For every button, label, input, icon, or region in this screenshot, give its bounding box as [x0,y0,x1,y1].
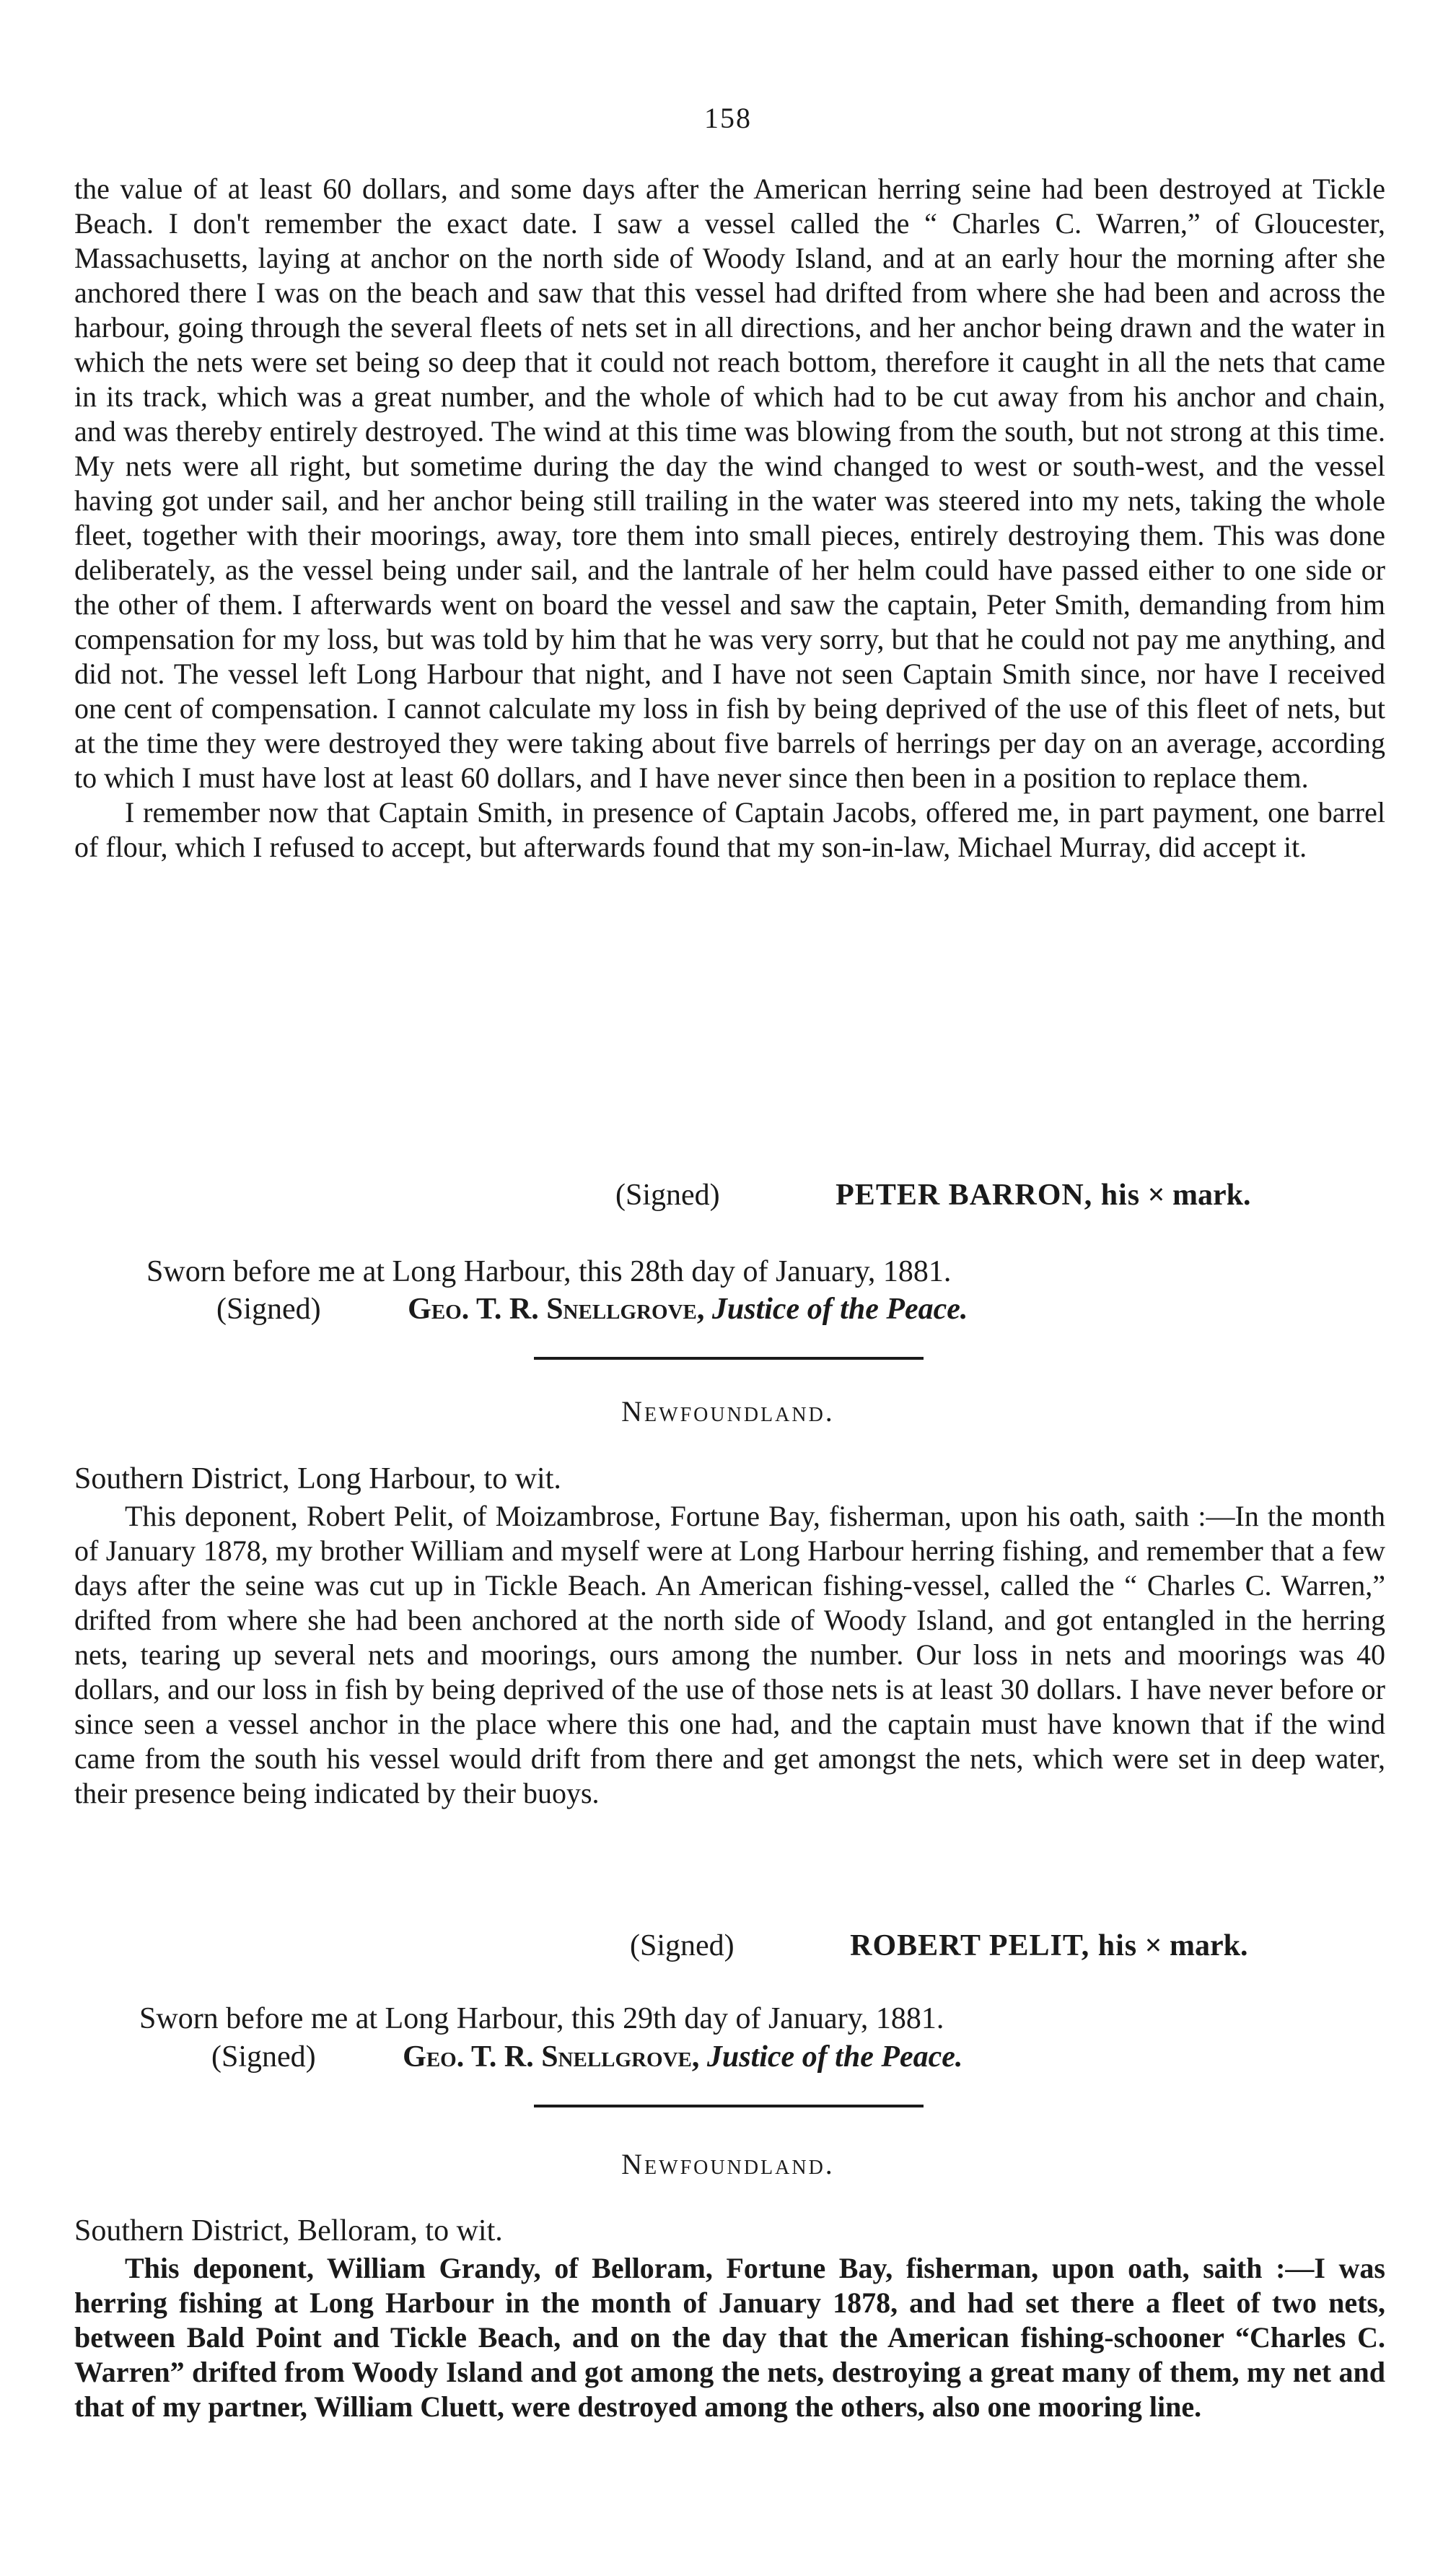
justice-name: Geo. T. R. Snellgrove, [403,2040,700,2074]
justice-title: Justice of the Peace. [706,2040,963,2074]
section-divider-2 [534,2105,924,2107]
signature-line-2 [630,1928,1248,1963]
justice-signature-1 [216,1292,968,1327]
signed-label: (Signed) [630,1929,734,1962]
section-heading-2: Newfoundland. [621,1395,835,1428]
section-divider-1 [534,1357,924,1360]
signatory-name: PETER BARRON, his [836,1179,1141,1212]
deposition-2-body [74,1499,1385,1811]
deposition-3-paragraph: This deponent, William Grandy, of Belloram, Fortune Bay, fisherman, upon oath, saith :—I was herring fishing at Long Harbour in the month of January 1878, and had set there a fleet of two nets, between Bald Point and Tickle Beach, and on the day that the American fishing-schooner “Charles C. Warren” drifted from Woody Island and got among the nets, destroying a great many of them, my net and that of my partner, William Cluett, were destroyed among the others, also one mooring line. [74,2252,1385,2423]
signature-line-1 [615,1178,1250,1213]
deposition-1-body [74,172,1385,865]
deposition-2-paragraph: This deponent, Robert Pelit, of Moizambrose, Fortune Bay, fisherman, upon his oath, saith :—In the month of January 1878, my brother William and myself were at Long Harbour herring fishing, and remember that a few days after the seine was cut up in Tickle Beach. An American fishing-vessel, called the “ Charles C. Warren,” drifted from where she had been anchored at the north side of Woody Island, and got entangled in the herring nets, tearing up several nets and moorings, ours among the number. Our loss in nets and moorings was 40 dollars, and our loss in fish by being deprived of the use of those nets is at least 30 dollars. I have never before or since seen a vessel anchor in the place where this one had, and the captain must have known that if the wind came from the south his vessel would drift from there and get amongst the nets, which were set in deep water, their presence being indicated by their buoys. [74,1500,1385,1809]
justice-title: Justice of the Peace. [711,1293,968,1326]
justice-signature-2 [211,2040,962,2074]
signatory-mark: × mark. [1144,1929,1248,1962]
signatory-mark: × mark. [1147,1179,1251,1212]
district-heading-3: Southern District, Belloram, to wit. [74,2214,503,2247]
district-heading-2: Southern District, Long Harbour, to wit. [74,1462,561,1495]
section-heading-3: Newfoundland. [621,2148,835,2180]
signed-label: (Signed) [615,1179,720,1212]
deposition-1-paragraph-2: I remember now that Captain Smith, in presence of Captain Jacobs, offered me, in part payment, one barrel of flour, which I refused to accept, but afterwards found that my son-in-law, Michael Murray, did accept it. [74,796,1385,863]
page-number: 158 [704,102,752,134]
sworn-statement-1: Sworn before me at Long Harbour, this 28th day of January, 1881. [146,1255,952,1288]
justice-signed-label: (Signed) [216,1293,321,1326]
justice-name: Geo. T. R. Snellgrove, [408,1293,705,1326]
signatory-name: ROBERT PELIT, his [850,1929,1138,1962]
deposition-1-paragraph-1: the value of at least 60 dollars, and some days after the American herring seine had been destroyed at Tickle Beach. I don't remember the exact date. I saw a vessel called the “ Charles C. Warren,” of Gloucester, Massachusetts, laying at anchor on the north side of Woody Island, and at an early hour the morning after she anchored there I was on the beach and saw that this vessel had drifted from where she had been and across the harbour, going through the several fleets of nets set in all directions, and her anchor being drawn and the water in which the nets were set being so deep that it could not reach bottom, therefore it caught in all the nets that came in its track, which was a great number, and the whole of which had to be cut away from his anchor and chain, and was thereby entirely destroyed. The wind at this time was blowing from the south, but not strong at this time. My nets were all right, but sometime during the day the wind changed to west or south-west, and the vessel having got under sail, and her anchor being still trailing in the water was steered into my nets, taking the whole fleet, together with their moorings, away, tore them into small pieces, entirely destroying them. This was done deliberately, as the vessel being under sail, and the lantrale of her helm could have passed either to one side or the other of them. I afterwards went on board the vessel and saw the captain, Peter Smith, demanding from him compensation for my loss, but was told by him that he was very sorry, but that he could not pay me anything, and did not. The vessel left Long Harbour that night, and I have not seen Captain Smith since, nor have I received one cent of compensation. I cannot calculate my loss in fish by being deprived of the use of this fleet of nets, but at the time they were destroyed they were taking about five barrels of herrings per day on an average, according to which I must have lost at least 60 dollars, and I have never since then been in a position to replace them. [74,172,1385,794]
sworn-statement-2: Sworn before me at Long Harbour, this 29th day of January, 1881. [139,2002,944,2035]
justice-signed-label: (Signed) [211,2040,316,2074]
deposition-3-body [74,2251,1385,2424]
